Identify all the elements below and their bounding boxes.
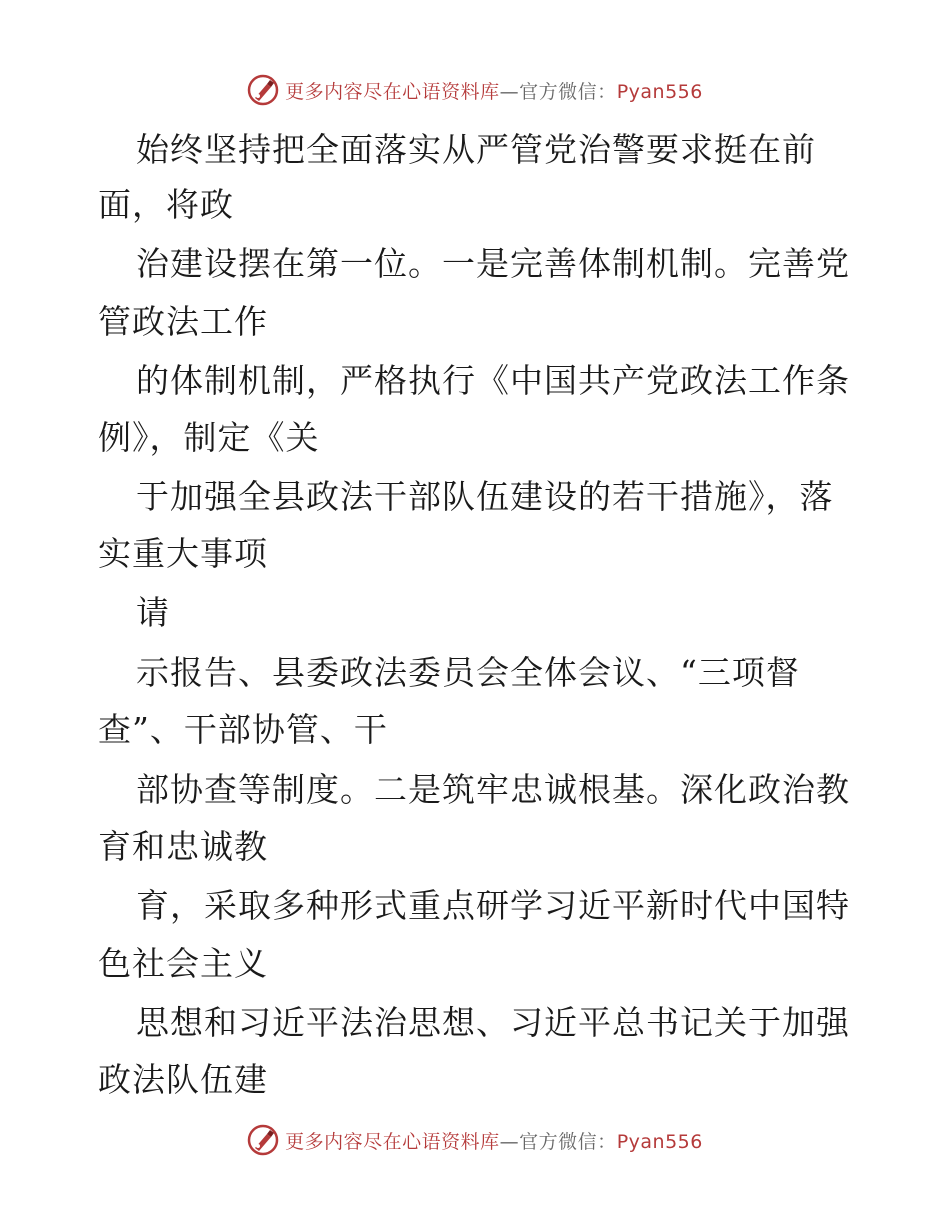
- banner-site-name: 更多内容尽在心语资料库: [285, 1130, 500, 1153]
- banner-site-name: 更多内容尽在心语资料库: [285, 80, 500, 103]
- banner-wechat-id: Pyan556: [616, 1130, 703, 1153]
- footer-banner: [0, 1120, 950, 1160]
- header-banner: [0, 70, 950, 110]
- banner-wechat-id: Pyan556: [616, 80, 703, 103]
- paragraph-line: 始终坚持把全面落实从严管党治警要求挺在前: [136, 130, 816, 169]
- paragraph-line: 政法队伍建: [98, 1060, 268, 1099]
- paragraph-line: 查”、干部协管、干: [98, 710, 388, 749]
- paragraph-line: 于加强全县政法干部队伍建设的若干措施》，落: [136, 477, 834, 516]
- banner-wechat-label: 官方微信：: [519, 80, 617, 103]
- pen-logo-icon: [247, 74, 279, 106]
- paragraph-line: 的体制机制，严格执行《中国共产党政法工作条: [136, 361, 850, 400]
- header-banner-text: [285, 77, 703, 104]
- paragraph-line: 治建设摆在第一位。一是完善体制机制。完善党: [136, 244, 850, 283]
- footer-banner-text: [285, 1127, 703, 1154]
- paragraph-line: 育，采取多种形式重点研学习近平新时代中国特: [136, 886, 850, 925]
- paragraph-line: 育和忠诚教: [98, 827, 268, 866]
- header-banner-inner: [247, 74, 703, 106]
- paragraph-line: 部协查等制度。二是筑牢忠诚根基。深化政治教: [136, 770, 850, 809]
- banner-separator: —: [499, 80, 520, 103]
- footer-banner-inner: [247, 1124, 703, 1156]
- paragraph-line: 例》，制定《关: [98, 418, 320, 457]
- paragraph-line: 色社会主义: [98, 944, 268, 983]
- paragraph-line: 管政法工作: [98, 302, 268, 341]
- paragraph-line: 请: [136, 593, 170, 632]
- pen-logo-icon: [247, 1124, 279, 1156]
- banner-separator: —: [499, 1130, 520, 1153]
- paragraph-line: 思想和习近平法治思想、习近平总书记关于加强: [136, 1003, 850, 1042]
- banner-wechat-label: 官方微信：: [519, 1130, 617, 1153]
- paragraph-line: 实重大事项: [98, 534, 268, 573]
- paragraph-line: 面，将政: [98, 185, 234, 224]
- paragraph-line: 示报告、县委政法委员会全体会议、“三项督: [136, 653, 800, 692]
